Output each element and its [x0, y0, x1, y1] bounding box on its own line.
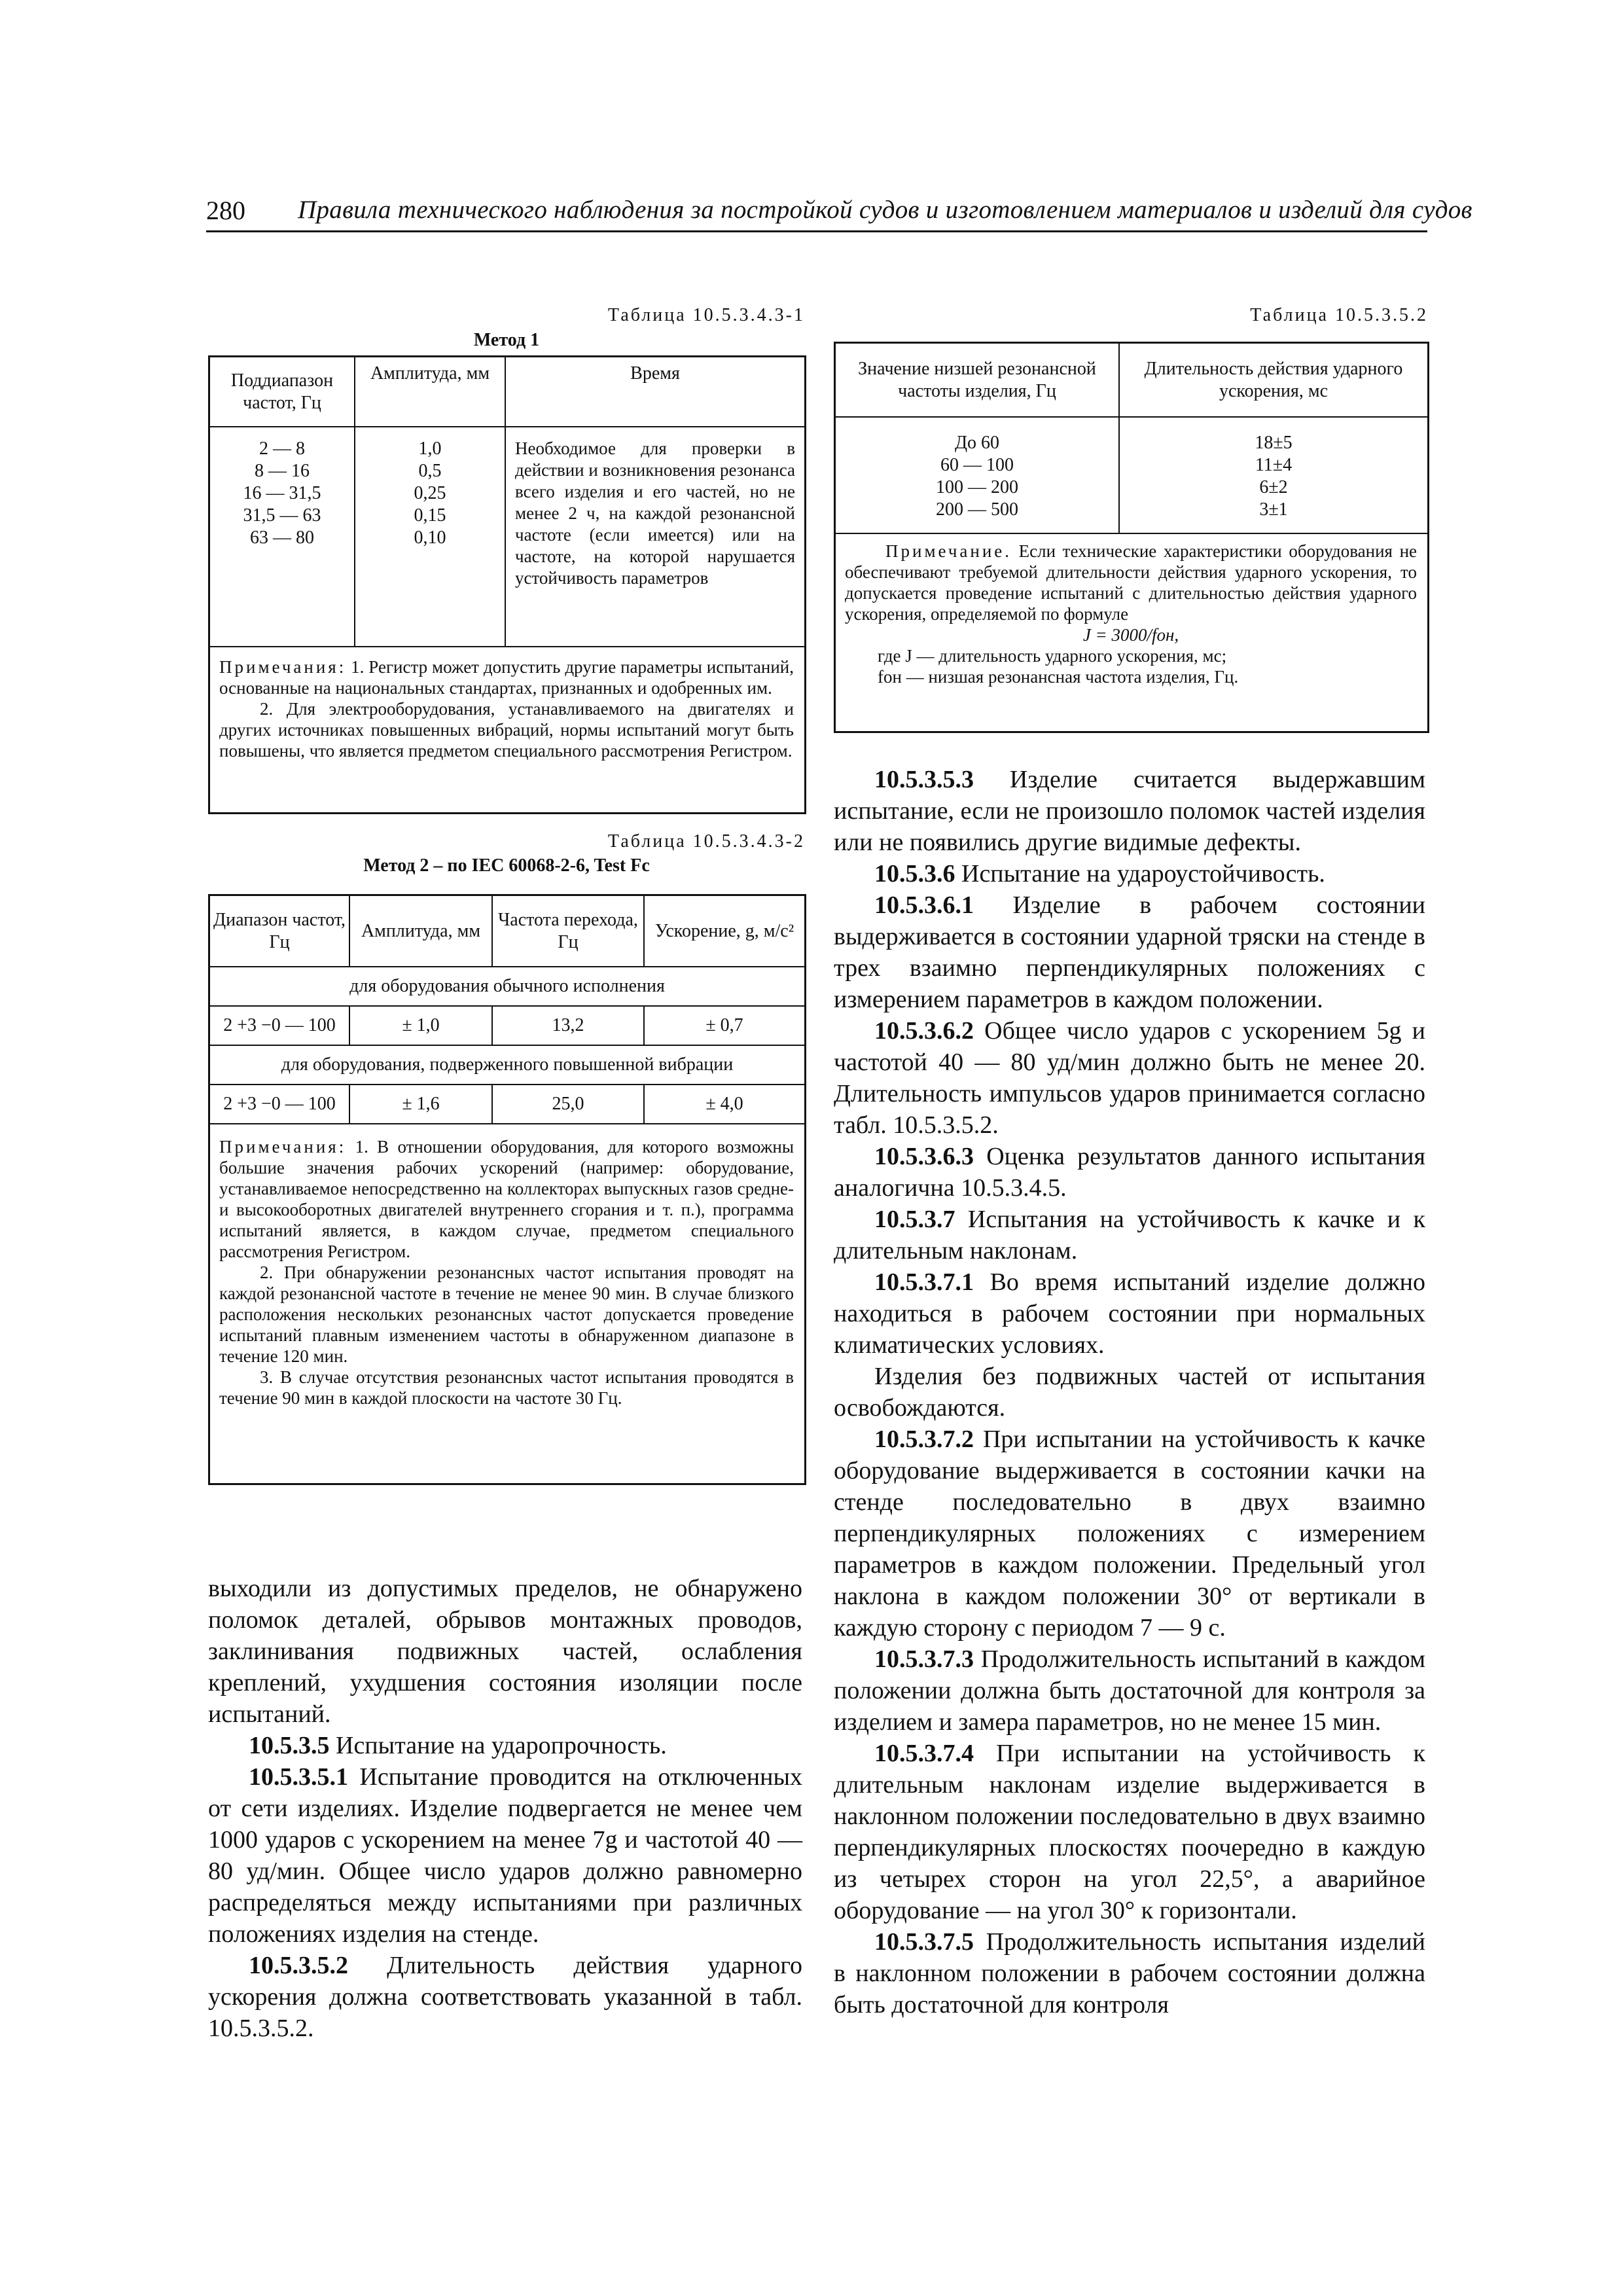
- table3-header-duration: Длительность действия ударного ускорения, мс: [1119, 344, 1427, 417]
- clause-number: 10.5.3.6: [874, 860, 955, 888]
- table1: [208, 355, 806, 814]
- table2-note1: 1. В отношении оборудования, для которого возможны большие значения рабочих ускорений (например: оборудование, устанавливаемое непосредственно на коллекторах выпускных газов средне- и высокооборотных двигателей внутреннего сгорания и т. п.), программа испытаний является, в каждом случае, предметом специального рассмотрения Регистром.: [219, 1137, 794, 1261]
- page-header: [206, 195, 1472, 234]
- table3-freq: 200 — 500: [936, 499, 1018, 520]
- table3-where1: где J — длительность ударного ускорения, мс;: [878, 646, 1227, 666]
- table1-range: 16 — 31,5: [243, 483, 321, 503]
- clause-text: Продолжительность испытания изделий в наклонном положении в рабочем состоянии должна быть достаточной для контроля: [834, 1928, 1425, 2018]
- clause-text: Общее число ударов с ускорением 5g и частотой 40 — 80 уд/мин должно быть не менее 20. Длительность импульсов ударов принимается согласно табл. 10.5.3.5.2.: [834, 1017, 1425, 1139]
- clause-number: 10.5.3.7.4: [874, 1740, 974, 1767]
- table1-amplitude: 0,15: [414, 505, 446, 526]
- table1-note2: 2. Для электрооборудования, устанавливаемого на двигателях и других источниках повышенных вибраций, нормы испытаний могут быть повышены, что является предметом специального рассмотрения Регистром.: [219, 699, 794, 761]
- clause-text: Во время испытаний изделие должно находиться в рабочем состоянии при нормальных климатических условиях.: [834, 1268, 1425, 1359]
- table1-caption: Таблица 10.5.3.4.3-1: [607, 305, 805, 325]
- table3-duration: 11±4: [1255, 455, 1293, 475]
- clause-text: Оценка результатов данного испытания аналогична 10.5.3.4.5.: [834, 1143, 1425, 1202]
- clause-text: Испытание на ударопрочность.: [336, 1732, 667, 1759]
- table2-header-range: Диапазон частот, Гц: [210, 896, 349, 967]
- table1-note-label: Примечания:: [219, 657, 347, 677]
- left-column-text: [208, 1573, 802, 2044]
- table2-row2-acceleration: ± 4,0: [644, 1085, 804, 1124]
- table2-row1-range: 2 +3 −0 — 100: [210, 1006, 349, 1045]
- clause-number: 10.5.3.5.1: [249, 1763, 348, 1791]
- table2-header-crossover: Частота перехода, Гц: [492, 896, 644, 967]
- table3-duration: 6±2: [1259, 477, 1288, 497]
- clause-number: 10.5.3.7: [874, 1206, 955, 1233]
- table3-where2: fон — низшая резонансная частота изделия, Гц.: [878, 667, 1239, 687]
- table2-header-amplitude: Амплитуда, мм: [349, 896, 492, 967]
- table2-caption: Таблица 10.5.3.4.3-2: [607, 831, 805, 852]
- table1-amplitude: 0,5: [418, 461, 442, 481]
- table3-freq: 100 — 200: [936, 477, 1018, 497]
- table2-group2: для оборудования, подверженного повышенной вибрации: [210, 1045, 804, 1085]
- page-number: 280: [206, 196, 245, 225]
- table1-header-amplitude: Амплитуда, мм: [355, 357, 505, 427]
- table2-row1-crossover: 13,2: [492, 1006, 644, 1045]
- table3-freq: До 60: [954, 433, 1000, 453]
- table2-row1-acceleration: ± 0,7: [644, 1006, 804, 1045]
- clause-number: 10.5.3.7.1: [874, 1268, 974, 1296]
- clause-number: 10.5.3.7.2: [874, 1426, 974, 1453]
- table1-range: 31,5 — 63: [243, 505, 321, 526]
- clause-number: 10.5.3.5: [249, 1732, 330, 1759]
- table3-duration: 3±1: [1259, 499, 1288, 520]
- table1-amplitude: 1,0: [418, 439, 442, 459]
- table3-note-label: Примечание.: [885, 541, 1012, 561]
- table3-duration: 18±5: [1255, 433, 1293, 453]
- right-paragraph: Изделия без подвижных частей от испытания освобождаются.: [834, 1363, 1425, 1422]
- right-paragraph: [834, 1643, 1425, 1738]
- table3: [834, 342, 1429, 733]
- clause-number: 10.5.3.7.3: [874, 1645, 974, 1673]
- running-title: Правила технического наблюдения за постройкой судов и изготовлением материалов и изделий для судов: [298, 196, 1472, 224]
- table1-amplitude: 0,25: [414, 483, 446, 503]
- table3-freq-cell: [836, 417, 1119, 533]
- left-paragraph: выходили из допустимых пределов, не обнаружено поломок деталей, обрывов монтажных проводов, заклинивания подвижных частей, ослабления креплений, ухудшения состояния изоляции после испытаний.: [208, 1575, 802, 1728]
- clause-text: Длительность действия ударного ускорения должна соответствовать указанной в табл. 10.5.3.5.2.: [208, 1952, 802, 2042]
- table2-note3: 3. В случае отсутствия резонансных частот испытания проводятся в течение 90 мин в каждой плоскости на частоте 30 Гц.: [219, 1367, 794, 1408]
- table3-freq: 60 — 100: [940, 455, 1014, 475]
- table2-row2-crossover: 25,0: [492, 1085, 644, 1124]
- table3-duration-cell: [1119, 417, 1427, 533]
- right-paragraph: [834, 858, 1425, 889]
- clause-number: 10.5.3.6.3: [874, 1143, 974, 1170]
- table2-group1: для оборудования обычного исполнения: [210, 967, 804, 1006]
- clause-text: При испытании на устойчивость к длительным наклонам изделие выдерживается в наклонном положении последовательно в двух взаимно перпендикулярных плоскостях поочередно в каждую из четырех сторон на угол 22,5°, а аварийное оборудование — на угол 30° к горизонтали.: [834, 1740, 1425, 1924]
- header-rule: [206, 230, 1427, 232]
- table1-subtitle: Метод 1: [473, 330, 540, 350]
- table1-note1: 1. Регистр может допустить другие параметры испытаний, основанные на национальных стандартах, признанных и одобренных им.: [219, 657, 794, 698]
- table1-amplitudes-cell: [355, 427, 505, 647]
- right-paragraph: [834, 1141, 1425, 1204]
- table2-row2-range: 2 +3 −0 — 100: [210, 1085, 349, 1124]
- table1-range: 2 — 8: [259, 439, 305, 459]
- clause-text: Испытания на устойчивость к качке и к длительным наклонам.: [834, 1206, 1426, 1265]
- table1-time-cell: Необходимое для проверки в действии и возникновения резонанса всего изделия и его частей, но не менее 2 ч, на каждой резонансной частоте (если имеется) или на частоте, на которой нарушается устойчивость параметров: [505, 427, 804, 647]
- left-paragraph: [208, 1761, 802, 1950]
- right-paragraph: [834, 1204, 1425, 1266]
- right-paragraph: [834, 764, 1425, 858]
- table3-note: [836, 533, 1427, 694]
- table2-notes: [210, 1124, 804, 1415]
- table1-range: 8 — 16: [255, 461, 310, 481]
- table2-note-label: Примечания:: [219, 1137, 347, 1157]
- table1-header-range: Поддиапазон частот, Гц: [210, 357, 355, 427]
- table2-subtitle: Метод 2 – по IEC 60068-2-6, Test Fc: [363, 855, 650, 876]
- clause-text: Испытание на удароустойчивость.: [961, 860, 1325, 888]
- clause-number: 10.5.3.5.2: [249, 1952, 348, 1979]
- table1-range: 63 — 80: [250, 528, 314, 548]
- table1-ranges-cell: [210, 427, 355, 647]
- right-paragraph: [834, 889, 1425, 1015]
- clause-text: Изделие считается выдержавшим испытание, если не произошло поломок частей изделия или не появились другие видимые дефекты.: [834, 766, 1425, 856]
- right-paragraph: [834, 1015, 1425, 1141]
- left-paragraph: [208, 1730, 802, 1761]
- table2-header-acceleration: Ускорение, g, м/с²: [644, 896, 804, 967]
- right-paragraph: [834, 1926, 1425, 2020]
- table3-formula: J = 3000/fон,: [1082, 625, 1179, 645]
- clause-number: 10.5.3.6.1: [874, 891, 974, 919]
- clause-number: 10.5.3.7.5: [874, 1928, 974, 1956]
- right-column-text: [834, 764, 1425, 2020]
- table3-note-text: Если технические характеристики оборудования не обеспечивают требуемой длительности действия ударного ускорения, то допускается проведение испытаний с длительностью действия ударного ускорения, определяемой по формуле: [845, 541, 1418, 624]
- right-paragraph: [834, 1424, 1425, 1643]
- clause-number: 10.5.3.5.3: [874, 766, 974, 793]
- right-paragraph: [834, 1266, 1425, 1361]
- right-paragraph: [834, 1738, 1425, 1926]
- table3-header-frequency: Значение низшей резонансной частоты изделия, Гц: [836, 344, 1119, 417]
- table1-amplitude: 0,10: [414, 528, 446, 548]
- clause-text: Испытание проводится на отключенных от сети изделиях. Изделие подвергается не менее чем 1000 ударов с ускорением на менее 7g и частотой 40 — 80 уд/мин. Общее число ударов должно равномерно распределяться между испытаниями при различных положениях изделия на стенде.: [208, 1763, 803, 1948]
- table2-note2: 2. При обнаружении резонансных частот испытания проводят на каждой резонансной частоте в течение не менее 90 мин. В случае близкого расположения нескольких резонансных частот допускается проведение испытаний плавным изменением частоты в обнаруженном диапазоне в течение 120 мин.: [219, 1263, 794, 1366]
- table1-notes: [210, 647, 804, 768]
- left-paragraph: [208, 1950, 802, 2044]
- table2: [208, 894, 806, 1485]
- clause-number: 10.5.3.6.2: [874, 1017, 974, 1045]
- clause-text: При испытании на устойчивость к качке оборудование выдерживается в состоянии качки на стенде последовательно в двух взаимно перпендикулярных положениях с измерением параметров в каждом положении. Предельный угол наклона в каждом положении 30° от вертикали в каждую сторону с периодом 7 — 9 с.: [834, 1426, 1425, 1641]
- clause-text: Продолжительность испытаний в каждом положении должна быть достаточной для контроля за изделием и замера параметров, но не менее 15 мин.: [834, 1645, 1425, 1736]
- table3-caption: Таблица 10.5.3.5.2: [1250, 305, 1428, 325]
- table2-row2-amplitude: ± 1,6: [349, 1085, 492, 1124]
- clause-text: Изделие в рабочем состоянии выдерживается в состоянии ударной тряски на стенде в трех взаимно перпендикулярных положениях с измерением параметров в каждом положении.: [834, 891, 1425, 1013]
- table2-row1-amplitude: ± 1,0: [349, 1006, 492, 1045]
- table1-header-time: Время: [505, 357, 804, 427]
